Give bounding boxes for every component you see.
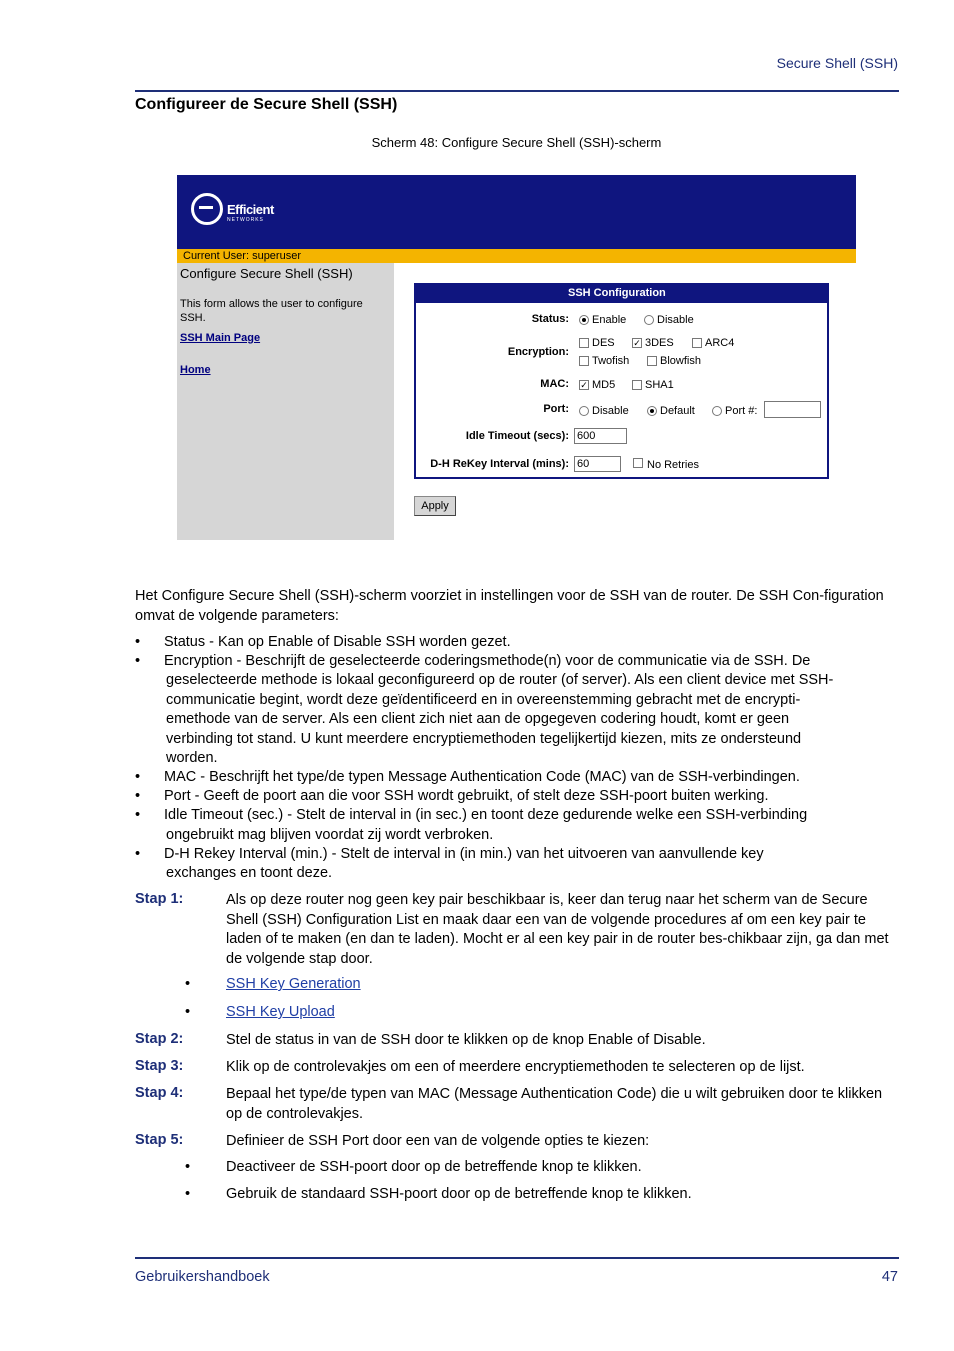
step-5-text: Definieer de SSH Port door een van de volgende opties te kiezen: [226, 1133, 650, 1149]
bullet-line: geselecteerde methode is lokaal geconfigureerd op de router (of server). Als een client device met SSH- [166, 672, 834, 688]
status-enable-radio[interactable] [579, 315, 589, 325]
sidebar-title: Configure Secure Shell (SSH) [180, 266, 353, 281]
status-disable-label: Disable [657, 314, 694, 326]
page-number: 47 [881, 1269, 898, 1285]
ssh-key-upload-link[interactable]: SSH Key Upload [226, 1004, 335, 1020]
sidebar [177, 263, 394, 540]
enc-3des-label: 3DES [645, 337, 674, 349]
step-4-text: Bepaal het type/de typen van MAC (Message Authentication Code) die u wilt gebruiken door te klikken op de controlevakjes. [226, 1086, 883, 1122]
enc-blowfish-label: Blowfish [660, 355, 701, 367]
mac-md5-checkbox[interactable]: ✓ [580, 380, 588, 390]
idle-timeout-input[interactable]: 600 [574, 428, 627, 444]
logo-e-icon [191, 193, 223, 225]
enc-twofish-checkbox[interactable] [579, 356, 589, 366]
bullet-text: D-H Rekey Interval (min.) - Stelt de interval in (in min.) van het uitvoeren van aanvullende key [164, 846, 764, 862]
bullet-line: communicatie begint, wordt deze geïdentificeerd en in overeenstemming gebracht met de encrypti- [166, 691, 801, 708]
bullet-line: verbinding tot stand. U kunt meerdere encryptiemethoden tegelijkertijd kiezen, mits ze ondersteund [166, 730, 802, 747]
bullet-dh [135, 845, 901, 865]
port-number-label: Port #: [725, 405, 758, 417]
ssh-screenshot [177, 175, 856, 540]
bullet-marker: • [135, 769, 141, 785]
mac-md5-label: MD5 [592, 379, 616, 391]
enc-3des-checkbox[interactable]: ✓ [633, 338, 641, 348]
ssh-key-generation-link[interactable]: SSH Key Generation [226, 976, 361, 992]
step-2-text: Stel de status in van de SSH door te klikken op de knop Enable of Disable. [226, 1032, 706, 1048]
step-2-label: Stap 2: [135, 1031, 184, 1047]
step-3-text: Klik op de controlevakjes om een of meerdere encryptiemethoden te selecteren op de lijst. [226, 1059, 805, 1075]
mac-label: MAC: [540, 378, 569, 390]
bullet-text: Port - Geeft de poort aan die voor SSH wordt gebruikt, of stelt deze SSH-poort buiten werking. [164, 788, 769, 804]
banner [177, 175, 856, 249]
port-number-input[interactable] [764, 401, 821, 418]
bullet-marker: • [135, 788, 141, 804]
enc-arc4-label: ARC4 [705, 337, 735, 349]
bullet-encryption-cont [166, 671, 901, 769]
section-title: Configureer de Secure Shell (SSH) [135, 96, 398, 113]
bullet-dh-cont: exchanges en toont deze. [166, 865, 333, 881]
no-retries-checkbox[interactable] [633, 458, 643, 468]
port-label: Port: [543, 403, 569, 415]
header-rule [135, 90, 899, 92]
encryption-label: Encryption: [507, 346, 569, 358]
rekey-interval-label: D-H ReKey Interval (mins): [430, 458, 569, 470]
status-disable-radio[interactable] [644, 315, 654, 325]
logo-subtext: NETWORKS [227, 217, 264, 223]
bullet-text: Idle Timeout (sec.) - Stelt de interval in (in sec.) en toont deze gedurende welke een SSH-verbinding [164, 807, 808, 823]
status-label: Status: [531, 313, 569, 325]
bullet-marker: • [185, 976, 191, 992]
panel-title: SSH Configuration [568, 287, 666, 299]
running-header: Secure Shell (SSH) [776, 55, 898, 71]
bullet-marker: • [135, 807, 141, 823]
enc-twofish-label: Twofish [592, 355, 630, 367]
bullet-marker: • [185, 1186, 191, 1202]
bullet-port [135, 787, 901, 807]
bullet-line: worden. [166, 750, 218, 766]
idle-timeout-label: Idle Timeout (secs): [465, 430, 569, 442]
bullet-marker: • [135, 634, 141, 650]
panel-header [416, 285, 827, 303]
bullet-idle [135, 806, 901, 826]
port-default-radio[interactable] [647, 406, 657, 416]
sidebar-description: This form allows the user to configure SSH. [180, 298, 363, 324]
step-5-label: Stap 5: [135, 1132, 184, 1148]
bullet-marker: • [135, 653, 141, 669]
bullet-text: MAC - Beschrijft het type/de typen Message Authentication Code (MAC) van de SSH-verbindingen. [164, 769, 800, 785]
footer-title: Gebruikershandboek [135, 1269, 270, 1285]
enc-des-label: DES [592, 337, 615, 349]
step-3-label: Stap 3: [135, 1058, 184, 1074]
bullet-mac [135, 768, 901, 788]
footer-rule [135, 1257, 899, 1259]
bullet-text: Encryption - Beschrijft de geselecteerde coderingsmethode(n) voor de communicatie via de SSH. De [164, 653, 811, 669]
enc-arc4-checkbox[interactable] [692, 338, 702, 348]
bullet-encryption [135, 652, 901, 672]
mac-sha1-checkbox[interactable] [632, 380, 642, 390]
step-5-option-1: Deactiveer de SSH-poort door op de betreffende knop te klikken. [226, 1159, 642, 1175]
ssh-config-panel [414, 283, 829, 479]
bullet-marker: • [185, 1159, 191, 1175]
enc-blowfish-checkbox[interactable] [647, 356, 657, 366]
port-disable-label: Disable [592, 405, 629, 417]
home-link[interactable]: Home [180, 364, 211, 376]
intro-paragraph: Het Configure Secure Shell (SSH)-scherm voorziet in instellingen voor de SSH van de router. De SSH Con-figuration omvat de volgende parameters: [135, 588, 884, 624]
port-default-label: Default [660, 405, 695, 417]
figure-caption: Scherm 48: Configure Secure Shell (SSH)-scherm [371, 135, 662, 150]
current-user-bar [177, 249, 856, 263]
current-user-label: Current User: superuser [183, 250, 301, 262]
bullet-status [135, 633, 901, 653]
status-enable-label: Enable [592, 314, 627, 326]
logo-text: Efficient [227, 202, 274, 217]
step-4-label: Stap 4: [135, 1085, 184, 1101]
ssh-main-page-link[interactable]: SSH Main Page [180, 332, 261, 344]
step-5-option-2: Gebruik de standaard SSH-poort door op de betreffende knop te klikken. [226, 1186, 692, 1202]
bullet-idle-cont: ongebruikt mag blijven voordat zij wordt verbroken. [166, 827, 494, 843]
bullet-line: emethode van de server. Als een client zich niet aan de opgegeven codering houdt, komt er geen [166, 711, 790, 727]
apply-button[interactable]: Apply [414, 496, 456, 516]
port-disable-radio[interactable] [579, 406, 589, 416]
rekey-interval-input[interactable]: 60 [574, 456, 621, 472]
step-1-text: Als op deze router nog geen key pair beschikbaar is, keer dan terug naar het scherm van de Secure Shell (SSH) Configuration List en maak daar een van de volgende procedures af om een key pair te laden of te maken (en dan te laden). Mocht er al een key pair in de router bes-chikbaar zijn, ga dan met de volgende stap door. [226, 892, 889, 967]
step-1-label: Stap 1: [135, 891, 184, 907]
port-number-radio[interactable] [712, 406, 722, 416]
bullet-marker: • [135, 846, 141, 862]
bullet-marker: • [185, 1004, 191, 1020]
enc-des-checkbox[interactable] [579, 338, 589, 348]
bullet-text: Status - Kan op Enable of Disable SSH worden gezet. [164, 634, 511, 650]
mac-sha1-label: SHA1 [645, 379, 674, 391]
no-retries-label: No Retries [647, 459, 699, 471]
